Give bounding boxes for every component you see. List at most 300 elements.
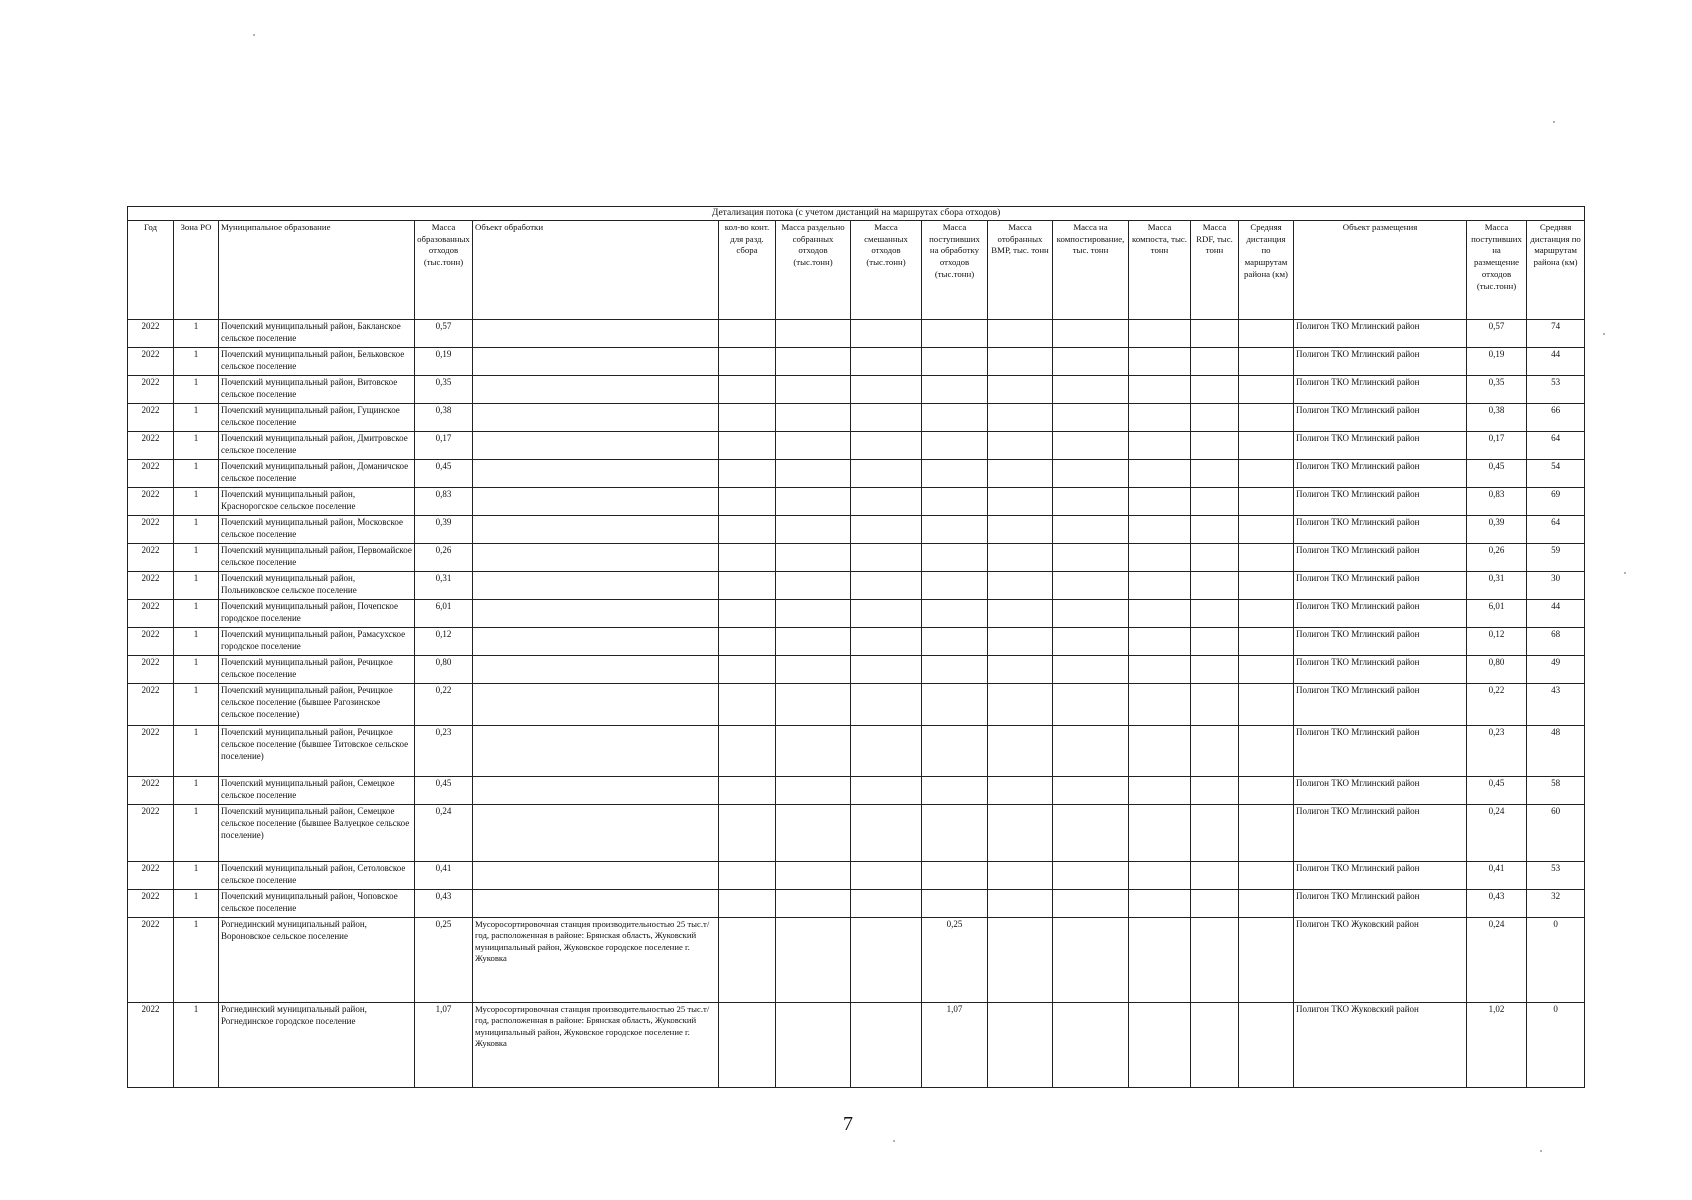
cell-distance-2: 30 [1527, 571, 1585, 599]
cell-zone: 1 [174, 459, 219, 487]
cell-mass-separate [776, 599, 851, 627]
cell-containers [719, 375, 776, 403]
cell-mass-separate [776, 543, 851, 571]
cell-mass-composting [1053, 599, 1129, 627]
cell-mass-compost [1129, 1002, 1191, 1087]
table-row [128, 347, 1585, 375]
cell-mass-recyclables [988, 459, 1053, 487]
table-row [128, 459, 1585, 487]
cell-mass-compost [1129, 725, 1191, 776]
cell-mass-processing [922, 889, 988, 917]
cell-distance-2: 54 [1527, 459, 1585, 487]
cell-mass-disposal: 0,19 [1467, 347, 1527, 375]
cell-mass-composting [1053, 917, 1129, 1002]
cell-year: 2022 [128, 917, 174, 1002]
cell-distance-2: 0 [1527, 1002, 1585, 1087]
scan-speck [1624, 572, 1626, 574]
cell-mass-processing: 0,25 [922, 917, 988, 1002]
cell-year: 2022 [128, 319, 174, 347]
cell-mass-disposal: 1,02 [1467, 1002, 1527, 1087]
cell-mass-rdf [1191, 889, 1239, 917]
cell-mass-mixed [851, 725, 922, 776]
cell-mass-disposal: 0,12 [1467, 627, 1527, 655]
cell-mass-recyclables [988, 543, 1053, 571]
col-header-processing-object: Объект обработки [473, 220, 719, 319]
cell-mass-rdf [1191, 571, 1239, 599]
col-header-mass-rdf: Масса RDF, тыс. тонн [1191, 220, 1239, 319]
cell-zone: 1 [174, 347, 219, 375]
cell-mass-mixed [851, 543, 922, 571]
cell-containers [719, 804, 776, 861]
cell-distance-1 [1239, 375, 1294, 403]
cell-mass-processing [922, 543, 988, 571]
cell-disposal-object: Полигон ТКО Жуковский район [1294, 917, 1467, 1002]
table-row [128, 804, 1585, 861]
cell-mass-generated: 0,35 [415, 375, 473, 403]
cell-mass-mixed [851, 1002, 922, 1087]
cell-mass-generated: 0,25 [415, 917, 473, 1002]
cell-processing-object [473, 487, 719, 515]
cell-mass-composting [1053, 459, 1129, 487]
cell-year: 2022 [128, 571, 174, 599]
cell-mass-generated: 1,07 [415, 1002, 473, 1087]
col-header-mass-processing: Масса поступивших на обработку отходов (тыс.тонн) [922, 220, 988, 319]
cell-containers [719, 431, 776, 459]
cell-municipality: Почепский муниципальный район, Московское сельское поселение [219, 515, 415, 543]
cell-mass-rdf [1191, 403, 1239, 431]
cell-zone: 1 [174, 543, 219, 571]
cell-distance-1 [1239, 776, 1294, 804]
cell-mass-generated: 0,19 [415, 347, 473, 375]
table-row [128, 599, 1585, 627]
col-header-mass-compost: Масса компоста, тыс. тонн [1129, 220, 1191, 319]
cell-distance-1 [1239, 655, 1294, 683]
cell-mass-recyclables [988, 917, 1053, 1002]
cell-mass-generated: 0,83 [415, 487, 473, 515]
cell-processing-object [473, 627, 719, 655]
cell-mass-composting [1053, 487, 1129, 515]
cell-processing-object: Мусоросортировочная станция производительностью 25 тыс.т/год, расположенная в районе: Брянская область, Жуковский муниципальный район, Жуковское городское поселение г. Жуковка [473, 1002, 719, 1087]
cell-mass-separate [776, 889, 851, 917]
cell-zone: 1 [174, 431, 219, 459]
cell-mass-processing [922, 861, 988, 889]
cell-containers [719, 487, 776, 515]
cell-processing-object [473, 889, 719, 917]
cell-mass-mixed [851, 515, 922, 543]
scan-speck [893, 1140, 895, 1142]
cell-mass-separate [776, 375, 851, 403]
cell-disposal-object: Полигон ТКО Жуковский район [1294, 1002, 1467, 1087]
cell-mass-recyclables [988, 725, 1053, 776]
cell-mass-processing [922, 725, 988, 776]
cell-mass-processing [922, 347, 988, 375]
cell-mass-compost [1129, 319, 1191, 347]
cell-disposal-object: Полигон ТКО Мглинский район [1294, 804, 1467, 861]
cell-processing-object [473, 861, 719, 889]
cell-zone: 1 [174, 375, 219, 403]
cell-distance-1 [1239, 403, 1294, 431]
cell-processing-object [473, 683, 719, 725]
cell-mass-composting [1053, 889, 1129, 917]
cell-containers [719, 515, 776, 543]
cell-processing-object [473, 543, 719, 571]
cell-disposal-object: Полигон ТКО Мглинский район [1294, 683, 1467, 725]
cell-zone: 1 [174, 917, 219, 1002]
cell-distance-2: 0 [1527, 917, 1585, 1002]
cell-distance-2: 69 [1527, 487, 1585, 515]
table-row [128, 655, 1585, 683]
cell-year: 2022 [128, 347, 174, 375]
cell-distance-1 [1239, 571, 1294, 599]
cell-mass-recyclables [988, 403, 1053, 431]
cell-mass-compost [1129, 571, 1191, 599]
cell-mass-separate [776, 861, 851, 889]
cell-zone: 1 [174, 804, 219, 861]
scan-speck [1603, 333, 1605, 335]
cell-mass-rdf [1191, 683, 1239, 725]
cell-mass-rdf [1191, 725, 1239, 776]
cell-year: 2022 [128, 431, 174, 459]
cell-mass-generated: 0,17 [415, 431, 473, 459]
cell-mass-generated: 6,01 [415, 599, 473, 627]
cell-mass-composting [1053, 543, 1129, 571]
cell-mass-composting [1053, 683, 1129, 725]
col-header-distance-2: Средняя дистанция по маршрутам района (км) [1527, 220, 1585, 319]
cell-processing-object [473, 319, 719, 347]
cell-distance-1 [1239, 917, 1294, 1002]
cell-mass-composting [1053, 776, 1129, 804]
col-header-mass-disposal: Масса поступивших на размещение отходов (тыс.тонн) [1467, 220, 1527, 319]
col-header-disposal-object: Объект размещения [1294, 220, 1467, 319]
cell-mass-disposal: 0,24 [1467, 917, 1527, 1002]
cell-mass-recyclables [988, 861, 1053, 889]
cell-municipality: Почепский муниципальный район, Гущинское сельское поселение [219, 403, 415, 431]
waste-flow-table [127, 206, 1585, 1088]
cell-mass-processing [922, 655, 988, 683]
cell-mass-disposal: 0,38 [1467, 403, 1527, 431]
cell-mass-composting [1053, 1002, 1129, 1087]
cell-containers [719, 725, 776, 776]
table-body [128, 319, 1585, 1087]
table-row [128, 917, 1585, 1002]
cell-distance-2: 48 [1527, 725, 1585, 776]
cell-mass-separate [776, 403, 851, 431]
cell-mass-mixed [851, 776, 922, 804]
cell-mass-separate [776, 917, 851, 1002]
table-row [128, 431, 1585, 459]
table-row [128, 543, 1585, 571]
cell-municipality: Почепский муниципальный район, Первомайское сельское поселение [219, 543, 415, 571]
cell-mass-separate [776, 571, 851, 599]
cell-distance-2: 59 [1527, 543, 1585, 571]
cell-mass-generated: 0,22 [415, 683, 473, 725]
cell-mass-processing [922, 515, 988, 543]
cell-mass-mixed [851, 655, 922, 683]
cell-mass-processing: 1,07 [922, 1002, 988, 1087]
cell-containers [719, 889, 776, 917]
cell-mass-disposal: 6,01 [1467, 599, 1527, 627]
cell-year: 2022 [128, 776, 174, 804]
cell-mass-rdf [1191, 1002, 1239, 1087]
scan-speck [1553, 121, 1555, 123]
cell-distance-1 [1239, 487, 1294, 515]
table-row [128, 776, 1585, 804]
cell-mass-composting [1053, 319, 1129, 347]
cell-mass-composting [1053, 804, 1129, 861]
cell-mass-disposal: 0,41 [1467, 861, 1527, 889]
cell-mass-recyclables [988, 375, 1053, 403]
cell-year: 2022 [128, 599, 174, 627]
cell-mass-recyclables [988, 347, 1053, 375]
cell-distance-1 [1239, 725, 1294, 776]
cell-mass-rdf [1191, 431, 1239, 459]
cell-mass-generated: 0,43 [415, 889, 473, 917]
cell-year: 2022 [128, 487, 174, 515]
cell-municipality: Почепский муниципальный район, Речицкое сельское поселение [219, 655, 415, 683]
cell-mass-generated: 0,26 [415, 543, 473, 571]
cell-mass-disposal: 0,45 [1467, 776, 1527, 804]
cell-mass-separate [776, 459, 851, 487]
cell-processing-object [473, 375, 719, 403]
cell-municipality: Почепский муниципальный район, Польниковское сельское поселение [219, 571, 415, 599]
cell-processing-object [473, 725, 719, 776]
table-row [128, 515, 1585, 543]
cell-municipality: Почепский муниципальный район, Дмитровское сельское поселение [219, 431, 415, 459]
cell-mass-disposal: 0,26 [1467, 543, 1527, 571]
cell-mass-compost [1129, 347, 1191, 375]
table-row [128, 627, 1585, 655]
cell-year: 2022 [128, 543, 174, 571]
cell-mass-compost [1129, 776, 1191, 804]
cell-disposal-object: Полигон ТКО Мглинский район [1294, 487, 1467, 515]
cell-distance-2: 53 [1527, 375, 1585, 403]
cell-processing-object [473, 776, 719, 804]
cell-year: 2022 [128, 804, 174, 861]
cell-mass-compost [1129, 487, 1191, 515]
table-row [128, 1002, 1585, 1087]
cell-mass-processing [922, 776, 988, 804]
cell-disposal-object: Полигон ТКО Мглинский район [1294, 431, 1467, 459]
cell-disposal-object: Полигон ТКО Мглинский район [1294, 861, 1467, 889]
cell-disposal-object: Полигон ТКО Мглинский район [1294, 347, 1467, 375]
cell-mass-generated: 0,24 [415, 804, 473, 861]
cell-mass-compost [1129, 375, 1191, 403]
cell-mass-processing [922, 459, 988, 487]
cell-disposal-object: Полигон ТКО Мглинский район [1294, 655, 1467, 683]
table-caption: Детализация потока (с учетом дистанций на маршрутах сбора отходов) [128, 207, 1585, 221]
cell-mass-generated: 0,39 [415, 515, 473, 543]
col-header-mass-separate: Масса раздельно собранных отходов (тыс.тонн) [776, 220, 851, 319]
cell-mass-composting [1053, 403, 1129, 431]
cell-containers [719, 459, 776, 487]
cell-mass-mixed [851, 375, 922, 403]
cell-distance-1 [1239, 861, 1294, 889]
cell-containers [719, 1002, 776, 1087]
table-row [128, 725, 1585, 776]
cell-mass-separate [776, 487, 851, 515]
cell-mass-separate [776, 515, 851, 543]
cell-mass-rdf [1191, 347, 1239, 375]
cell-mass-separate [776, 319, 851, 347]
cell-mass-disposal: 0,17 [1467, 431, 1527, 459]
cell-containers [719, 543, 776, 571]
col-header-zone: Зона РО [174, 220, 219, 319]
cell-mass-separate [776, 776, 851, 804]
cell-year: 2022 [128, 1002, 174, 1087]
cell-mass-separate [776, 655, 851, 683]
cell-mass-rdf [1191, 599, 1239, 627]
cell-mass-disposal: 0,35 [1467, 375, 1527, 403]
cell-mass-separate [776, 431, 851, 459]
cell-mass-recyclables [988, 431, 1053, 459]
cell-mass-generated: 0,41 [415, 861, 473, 889]
cell-year: 2022 [128, 725, 174, 776]
cell-mass-compost [1129, 804, 1191, 861]
cell-zone: 1 [174, 889, 219, 917]
cell-year: 2022 [128, 683, 174, 725]
cell-distance-1 [1239, 431, 1294, 459]
cell-mass-compost [1129, 403, 1191, 431]
header-row [128, 220, 1585, 319]
cell-mass-mixed [851, 459, 922, 487]
col-header-year: Год [128, 220, 174, 319]
cell-distance-1 [1239, 1002, 1294, 1087]
cell-mass-rdf [1191, 375, 1239, 403]
cell-mass-recyclables [988, 599, 1053, 627]
cell-mass-processing [922, 599, 988, 627]
scan-speck [1540, 1150, 1542, 1152]
cell-disposal-object: Полигон ТКО Мглинский район [1294, 776, 1467, 804]
cell-processing-object [473, 347, 719, 375]
cell-disposal-object: Полигон ТКО Мглинский район [1294, 725, 1467, 776]
cell-containers [719, 571, 776, 599]
cell-processing-object [473, 403, 719, 431]
cell-disposal-object: Полигон ТКО Мглинский район [1294, 459, 1467, 487]
cell-mass-separate [776, 627, 851, 655]
cell-mass-compost [1129, 515, 1191, 543]
cell-containers [719, 627, 776, 655]
cell-mass-mixed [851, 347, 922, 375]
page-number: 7 [843, 1113, 853, 1135]
cell-municipality: Почепский муниципальный район, Почепское городское поселение [219, 599, 415, 627]
cell-mass-processing [922, 627, 988, 655]
cell-mass-recyclables [988, 804, 1053, 861]
cell-disposal-object: Полигон ТКО Мглинский район [1294, 627, 1467, 655]
cell-mass-mixed [851, 319, 922, 347]
cell-distance-2: 58 [1527, 776, 1585, 804]
cell-municipality: Почепский муниципальный район, Витовское сельское поселение [219, 375, 415, 403]
cell-mass-disposal: 0,45 [1467, 459, 1527, 487]
cell-distance-2: 49 [1527, 655, 1585, 683]
cell-disposal-object: Полигон ТКО Мглинский район [1294, 319, 1467, 347]
cell-containers [719, 319, 776, 347]
cell-mass-recyclables [988, 655, 1053, 683]
cell-mass-recyclables [988, 627, 1053, 655]
cell-zone: 1 [174, 599, 219, 627]
cell-distance-1 [1239, 599, 1294, 627]
cell-distance-2: 44 [1527, 599, 1585, 627]
cell-zone: 1 [174, 571, 219, 599]
cell-mass-mixed [851, 889, 922, 917]
cell-distance-2: 32 [1527, 889, 1585, 917]
cell-distance-2: 43 [1527, 683, 1585, 725]
cell-distance-1 [1239, 627, 1294, 655]
cell-processing-object: Мусоросортировочная станция производительностью 25 тыс.т/год, расположенная в районе: Брянская область, Жуковский муниципальный район, Жуковское городское поселение г. Жуковка [473, 917, 719, 1002]
cell-mass-disposal: 0,39 [1467, 515, 1527, 543]
cell-municipality: Почепский муниципальный район, Семецкое сельское поселение [219, 776, 415, 804]
cell-zone: 1 [174, 1002, 219, 1087]
cell-mass-compost [1129, 627, 1191, 655]
table-row [128, 683, 1585, 725]
col-header-containers: кол-во конт. для разд. сбора [719, 220, 776, 319]
cell-distance-1 [1239, 543, 1294, 571]
cell-distance-1 [1239, 889, 1294, 917]
cell-municipality: Почепский муниципальный район, Бельковское сельское поселение [219, 347, 415, 375]
cell-mass-mixed [851, 683, 922, 725]
table-row [128, 889, 1585, 917]
cell-mass-generated: 0,45 [415, 776, 473, 804]
cell-mass-processing [922, 487, 988, 515]
cell-mass-processing [922, 319, 988, 347]
cell-distance-2: 60 [1527, 804, 1585, 861]
cell-mass-disposal: 0,24 [1467, 804, 1527, 861]
cell-mass-composting [1053, 431, 1129, 459]
cell-mass-disposal: 0,31 [1467, 571, 1527, 599]
cell-processing-object [473, 599, 719, 627]
col-header-municipality: Муниципальное образование [219, 220, 415, 319]
cell-mass-processing [922, 571, 988, 599]
cell-disposal-object: Полигон ТКО Мглинский район [1294, 403, 1467, 431]
cell-mass-composting [1053, 861, 1129, 889]
cell-disposal-object: Полигон ТКО Мглинский район [1294, 571, 1467, 599]
cell-mass-disposal: 0,22 [1467, 683, 1527, 725]
cell-mass-disposal: 0,83 [1467, 487, 1527, 515]
cell-mass-compost [1129, 459, 1191, 487]
cell-mass-composting [1053, 515, 1129, 543]
cell-processing-object [473, 655, 719, 683]
cell-municipality: Почепский муниципальный район, Краснорогское сельское поселение [219, 487, 415, 515]
cell-zone: 1 [174, 655, 219, 683]
cell-mass-composting [1053, 627, 1129, 655]
cell-mass-separate [776, 683, 851, 725]
cell-mass-generated: 0,45 [415, 459, 473, 487]
cell-mass-generated: 0,80 [415, 655, 473, 683]
cell-municipality: Почепский муниципальный район, Семецкое сельское поселение (бывшее Валуецкое сельское поселение) [219, 804, 415, 861]
table-row [128, 403, 1585, 431]
cell-mass-compost [1129, 431, 1191, 459]
cell-distance-2: 66 [1527, 403, 1585, 431]
cell-mass-recyclables [988, 776, 1053, 804]
cell-mass-mixed [851, 487, 922, 515]
table-row [128, 319, 1585, 347]
cell-mass-recyclables [988, 515, 1053, 543]
cell-containers [719, 599, 776, 627]
cell-municipality: Почепский муниципальный район, Речицкое сельское поселение (бывшее Рагозинское сельское поселение) [219, 683, 415, 725]
cell-mass-recyclables [988, 683, 1053, 725]
cell-mass-rdf [1191, 804, 1239, 861]
cell-year: 2022 [128, 889, 174, 917]
col-header-distance-1: Средняя дистанция по маршрутам района (км) [1239, 220, 1294, 319]
cell-mass-generated: 0,12 [415, 627, 473, 655]
cell-mass-rdf [1191, 543, 1239, 571]
cell-municipality: Рогнединский муниципальный район, Рогнединское городское поселение [219, 1002, 415, 1087]
cell-mass-composting [1053, 347, 1129, 375]
cell-zone: 1 [174, 683, 219, 725]
cell-zone: 1 [174, 725, 219, 776]
cell-municipality: Почепский муниципальный район, Сетоловское сельское поселение [219, 861, 415, 889]
cell-distance-1 [1239, 459, 1294, 487]
cell-mass-mixed [851, 403, 922, 431]
